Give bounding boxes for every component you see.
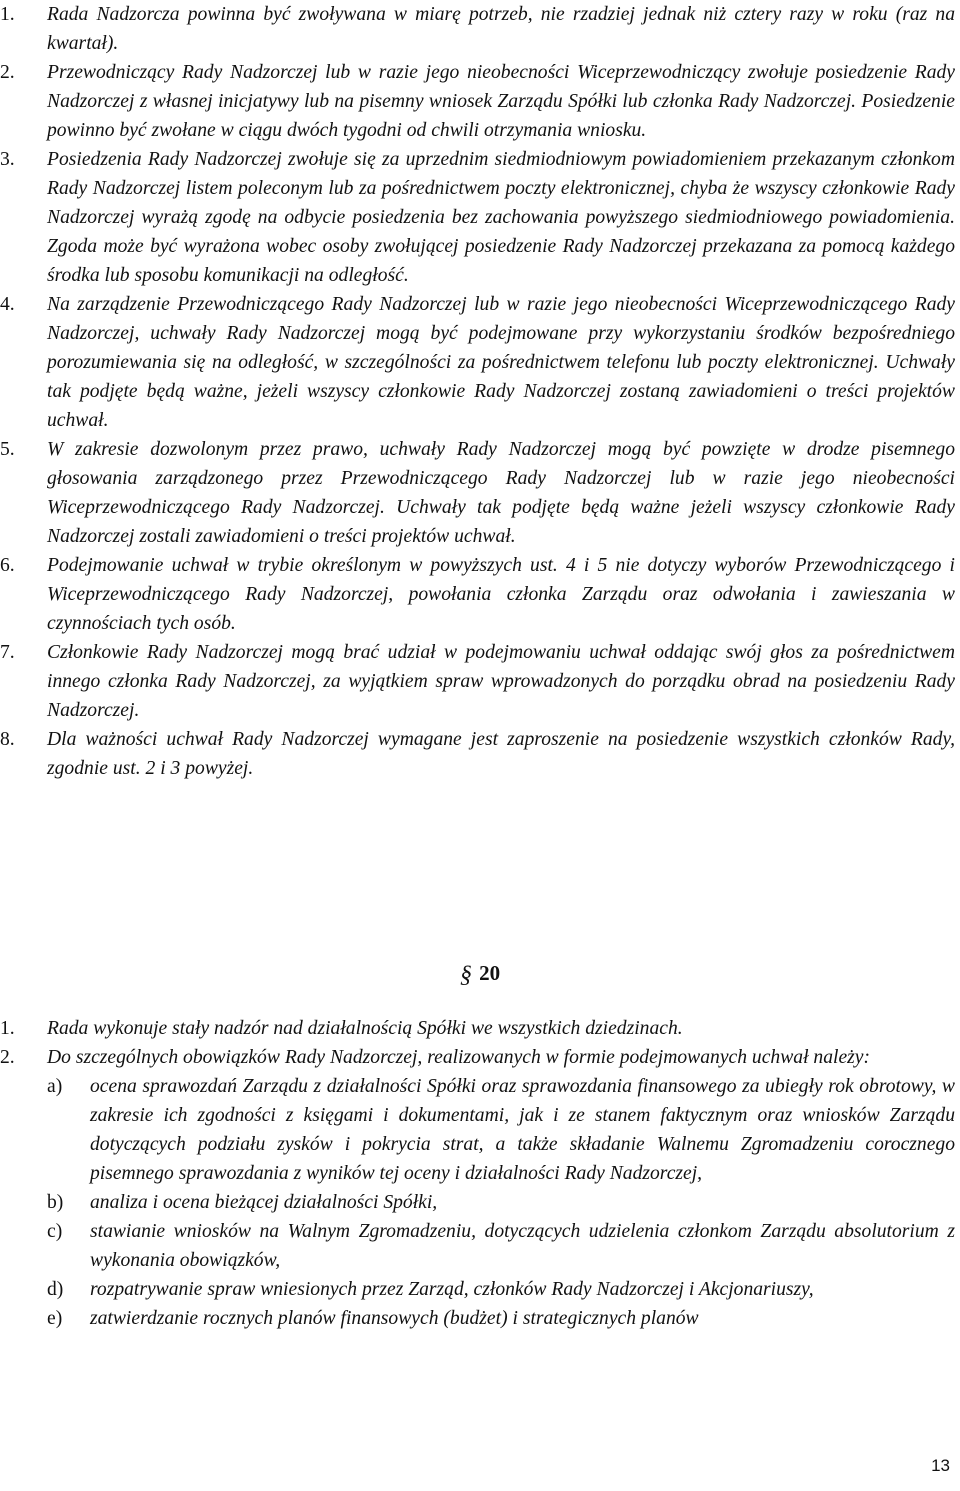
sub-item-text: zatwierdzanie rocznych planów finansowych (budżet) i strategicznych planów [90,1308,699,1329]
sub-list-item [0,1217,955,1275]
sub-item-text: analiza i ocena bieżącej działalności Spółki, [90,1192,438,1213]
item-text: Podejmowanie uchwał w trybie określonym w powyższych ust. 4 i 5 nie dotyczy wyborów Przewodniczącego i Wiceprzewodniczącego Rady Nadzorczej, powołania członka Zarządu oraz odwołania i zawieszania w czynnościach tych osób. [47,555,955,634]
sub-list-item [0,1072,955,1188]
item-number: 5. [0,439,15,460]
item-number: 3. [0,149,15,170]
item-number: 7. [0,642,15,663]
item-text: Na zarządzenie Przewodniczącego Rady Nadzorczej lub w razie jego nieobecności Wiceprzewodniczącego Rady Nadzorczej, uchwały Rady Nadzorczej mogą być podejmowane przy wykorzystaniu środków bezpośredniego porozumiewania się na odległość, w szczególności za pośrednictwem telefonu lub poczty elektronicznej. Uchwały tak podjęte będą ważne, jeżeli wszyscy członkowie Rady Nadzorczej zostaną zawiadomieni o treści projektów uchwał. [47,294,955,431]
item-number: 4. [0,294,15,315]
item-number: 6. [0,555,15,576]
sub-item-letter: b) [47,1192,64,1213]
page-number: 13 [931,1456,950,1475]
list-item [0,58,955,145]
sub-list-item [0,1304,955,1333]
list-item [0,290,955,435]
item-number: 2. [0,1047,15,1068]
sub-list-item [0,1275,955,1304]
sub-list-item [0,1188,955,1217]
item-text: Posiedzenia Rady Nadzorczej zwołuje się za uprzednim siedmiodniowym powiadomieniem przekazanym członkom Rady Nadzorczej listem poleconym lub za pośrednictwem poczty elektronicznej, chyba że wszyscy członkowie Rady Nadzorczej wyrażą zgodę na odbycie posiedzenia bez zachowania powyższego siedmiodniowego powiadomienia. Zgoda może być wyrażona wobec osoby zwołującej posiedzenie Rady Nadzorczej przekazana za pomocą każdego środka lub sposobu komunikacji na odległość. [47,149,955,286]
sub-item-text: rozpatrywanie spraw wniesionych przez Zarząd, członków Rady Nadzorczej i Akcjonariuszy, [90,1279,814,1300]
sub-item-text: stawianie wniosków na Walnym Zgromadzeniu, dotyczących udzielenia członkom Zarządu absolutorium z wykonania obowiązków, [90,1221,955,1271]
section-number: 20 [479,961,501,985]
list-item [0,638,955,725]
list-item [0,1014,955,1043]
item-number: 1. [0,1018,15,1039]
list-item [0,435,955,551]
item-text: Do szczególnych obowiązków Rady Nadzorczej, realizowanych w formie podejmowanych uchwał należy: [47,1047,871,1068]
item-text: Rada Nadzorcza powinna być zwoływana w miarę potrzeb, nie rzadziej jednak niż cztery razy w roku (raz na kwartał). [47,4,955,54]
list-item [0,725,955,783]
sub-item-letter: a) [47,1076,63,1097]
section-symbol: § [459,962,472,988]
item-number: 8. [0,729,15,750]
sub-item-text: ocena sprawozdań Zarządu z działalności Spółki oraz sprawozdania finansowego za ubiegły rok obrotowy, w zakresie ich zgodności z księgami i dokumentami, jak i ze stanem faktycznym oraz wniosków Zarządu dotyczących podziału zysków i pokrycia strat, a także składanie Walnemu Zgromadzeniu corocznego pisemnego sprawozdania z wyników tej oceny i działalności Rady Nadzorczej, [90,1076,955,1184]
item-text: Dla ważności uchwał Rady Nadzorczej wymagane jest zaproszenie na posiedzenie wszystkich członków Rady, zgodnie ust. 2 i 3 powyżej. [47,729,955,779]
item-text: Rada wykonuje stały nadzór nad działalnością Spółki we wszystkich dziedzinach. [47,1018,683,1039]
item-text: Przewodniczący Rady Nadzorczej lub w razie jego nieobecności Wiceprzewodniczący zwołuje posiedzenie Rady Nadzorczej z własnej inicjatywy lub na pisemny wniosek Zarządu Spółki lub członka Rady Nadzorczej. Posiedzenie powinno być zwołane w ciągu dwóch tygodni od chwili otrzymania wniosku. [47,62,955,141]
article-list-bottom [0,1014,960,1333]
list-item [0,551,955,638]
sub-item-letter: d) [47,1279,64,1300]
sub-item-letter: e) [47,1308,63,1329]
item-text: W zakresie dozwolonym przez prawo, uchwały Rady Nadzorczej mogą być powzięte w drodze pisemnego głosowania zarządzonego przez Przewodniczącego Rady Nadzorczej lub w razie jego nieobecności Wiceprzewodniczącego Rady Nadzorczej. Uchwały tak podjęte będą ważne jeżeli wszyscy członkowie Rady Nadzorczej zostali zawiadomieni o treści projektów uchwał. [47,439,955,547]
section-heading [0,958,960,988]
item-number: 2. [0,62,15,83]
list-item [0,1043,955,1072]
sub-item-letter: c) [47,1221,63,1242]
list-item [0,0,955,58]
item-text: Członkowie Rady Nadzorczej mogą brać udział w podejmowaniu uchwał oddając swój głos za pośrednictwem innego członka Rady Nadzorczej, za wyjątkiem spraw wprowadzonych do porządku obrad na posiedzeniu Rady Nadzorczej. [47,642,955,721]
list-item [0,145,955,290]
item-number: 1. [0,4,15,25]
